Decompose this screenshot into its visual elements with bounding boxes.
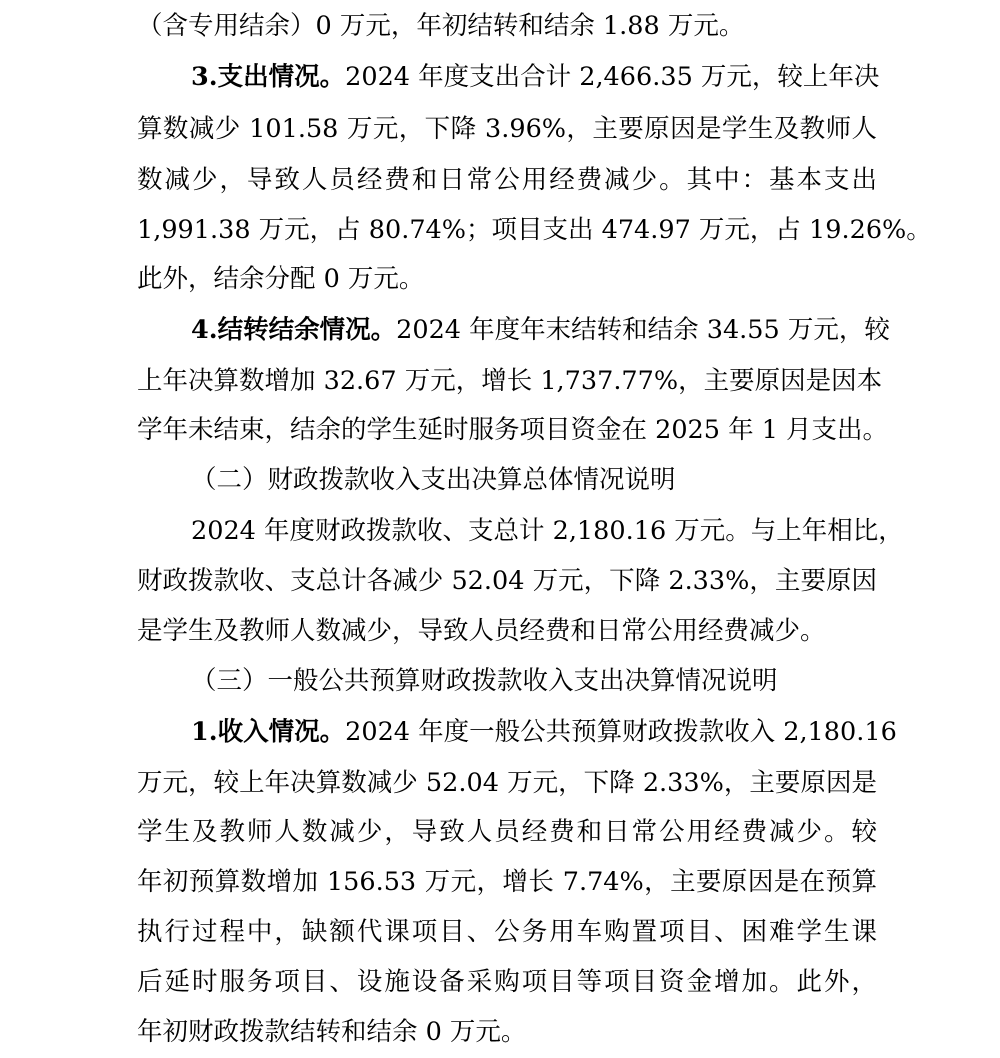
paragraph-line — [137, 304, 890, 356]
line-text: 2024 年度年末结转和结余 34.55 万元，较 — [396, 315, 890, 345]
paragraph-line — [137, 204, 932, 256]
subsection-heading-overall — [137, 454, 877, 506]
paragraph-line — [137, 1006, 877, 1058]
paragraph-line — [137, 605, 877, 657]
line-text: 年初预算数增加 156.53 万元，增长 7.74%，主要原因是在预算 — [137, 867, 877, 897]
line-text: （三）一般公共预算财政拨款收入支出决算情况说明 — [191, 666, 778, 696]
section-heading-carryover: 4.结转结余情况。 — [191, 315, 397, 345]
line-text: 1,991.38 万元，占 80.74%；项目支出 474.97 万元，占 19.26%。 — [137, 215, 932, 245]
line-text: （含专用结余）0 万元，年初结转和结余 1.88 万元。 — [137, 11, 745, 41]
paragraph-line — [137, 404, 889, 456]
line-text: 2024 年度财政拨款收、支总计 2,180.16 万元。与上年相比， — [191, 516, 904, 546]
paragraph-line — [137, 0, 877, 52]
paragraph-line — [137, 505, 904, 557]
paragraph-line — [137, 956, 877, 1008]
paragraph-line — [137, 103, 877, 155]
paragraph-line — [137, 555, 877, 607]
line-text: 财政拨款收、支总计各减少 52.04 万元，下降 2.33%，主要原因 — [137, 566, 877, 596]
line-text: 后延时服务项目、设施设备采购项目等项目资金增加。此外， — [137, 967, 877, 997]
line-text: 年初财政拨款结转和结余 0 万元。 — [137, 1017, 527, 1047]
paragraph-line — [137, 806, 877, 858]
line-text: 执行过程中，缺额代课项目、公务用车购置项目、困难学生课 — [137, 917, 877, 947]
paragraph-line — [137, 757, 877, 809]
paragraph-line — [137, 51, 880, 103]
line-text: 数减少，导致人员经费和日常公用经费减少。其中：基本支出 — [137, 165, 877, 195]
line-text: 此外，结余分配 0 万元。 — [137, 264, 425, 294]
line-text: 2024 年度一般公共预算财政拨款收入 2,180.16 — [345, 717, 897, 747]
line-text: 上年决算数增加 32.67 万元，增长 1,737.77%，主要原因是因本 — [137, 366, 883, 396]
paragraph-line — [137, 154, 877, 206]
line-text: 万元，较上年决算数减少 52.04 万元，下降 2.33%，主要原因是 — [137, 768, 877, 798]
paragraph-line — [137, 906, 877, 958]
section-heading-expenditure: 3.支出情况。 — [191, 62, 346, 92]
line-text: 学年未结束，结余的学生延时服务项目资金在 2025 年 1 月支出。 — [137, 415, 889, 445]
line-text: （二）财政拨款收入支出决算总体情况说明 — [191, 465, 676, 495]
line-text: 2024 年度支出合计 2,466.35 万元，较上年决 — [345, 62, 880, 92]
subsection-heading-general-budget — [137, 655, 877, 707]
paragraph-line — [137, 856, 877, 908]
line-text: 是学生及教师人数减少，导致人员经费和日常公用经费减少。 — [137, 616, 826, 646]
line-text: 学生及教师人数减少，导致人员经费和日常公用经费减少。较 — [137, 817, 877, 847]
paragraph-line — [137, 706, 897, 758]
paragraph-line — [137, 355, 883, 407]
line-text: 算数减少 101.58 万元，下降 3.96%，主要原因是学生及教师人 — [137, 114, 877, 144]
paragraph-line — [137, 253, 877, 305]
section-heading-income: 1.收入情况。 — [191, 717, 346, 747]
